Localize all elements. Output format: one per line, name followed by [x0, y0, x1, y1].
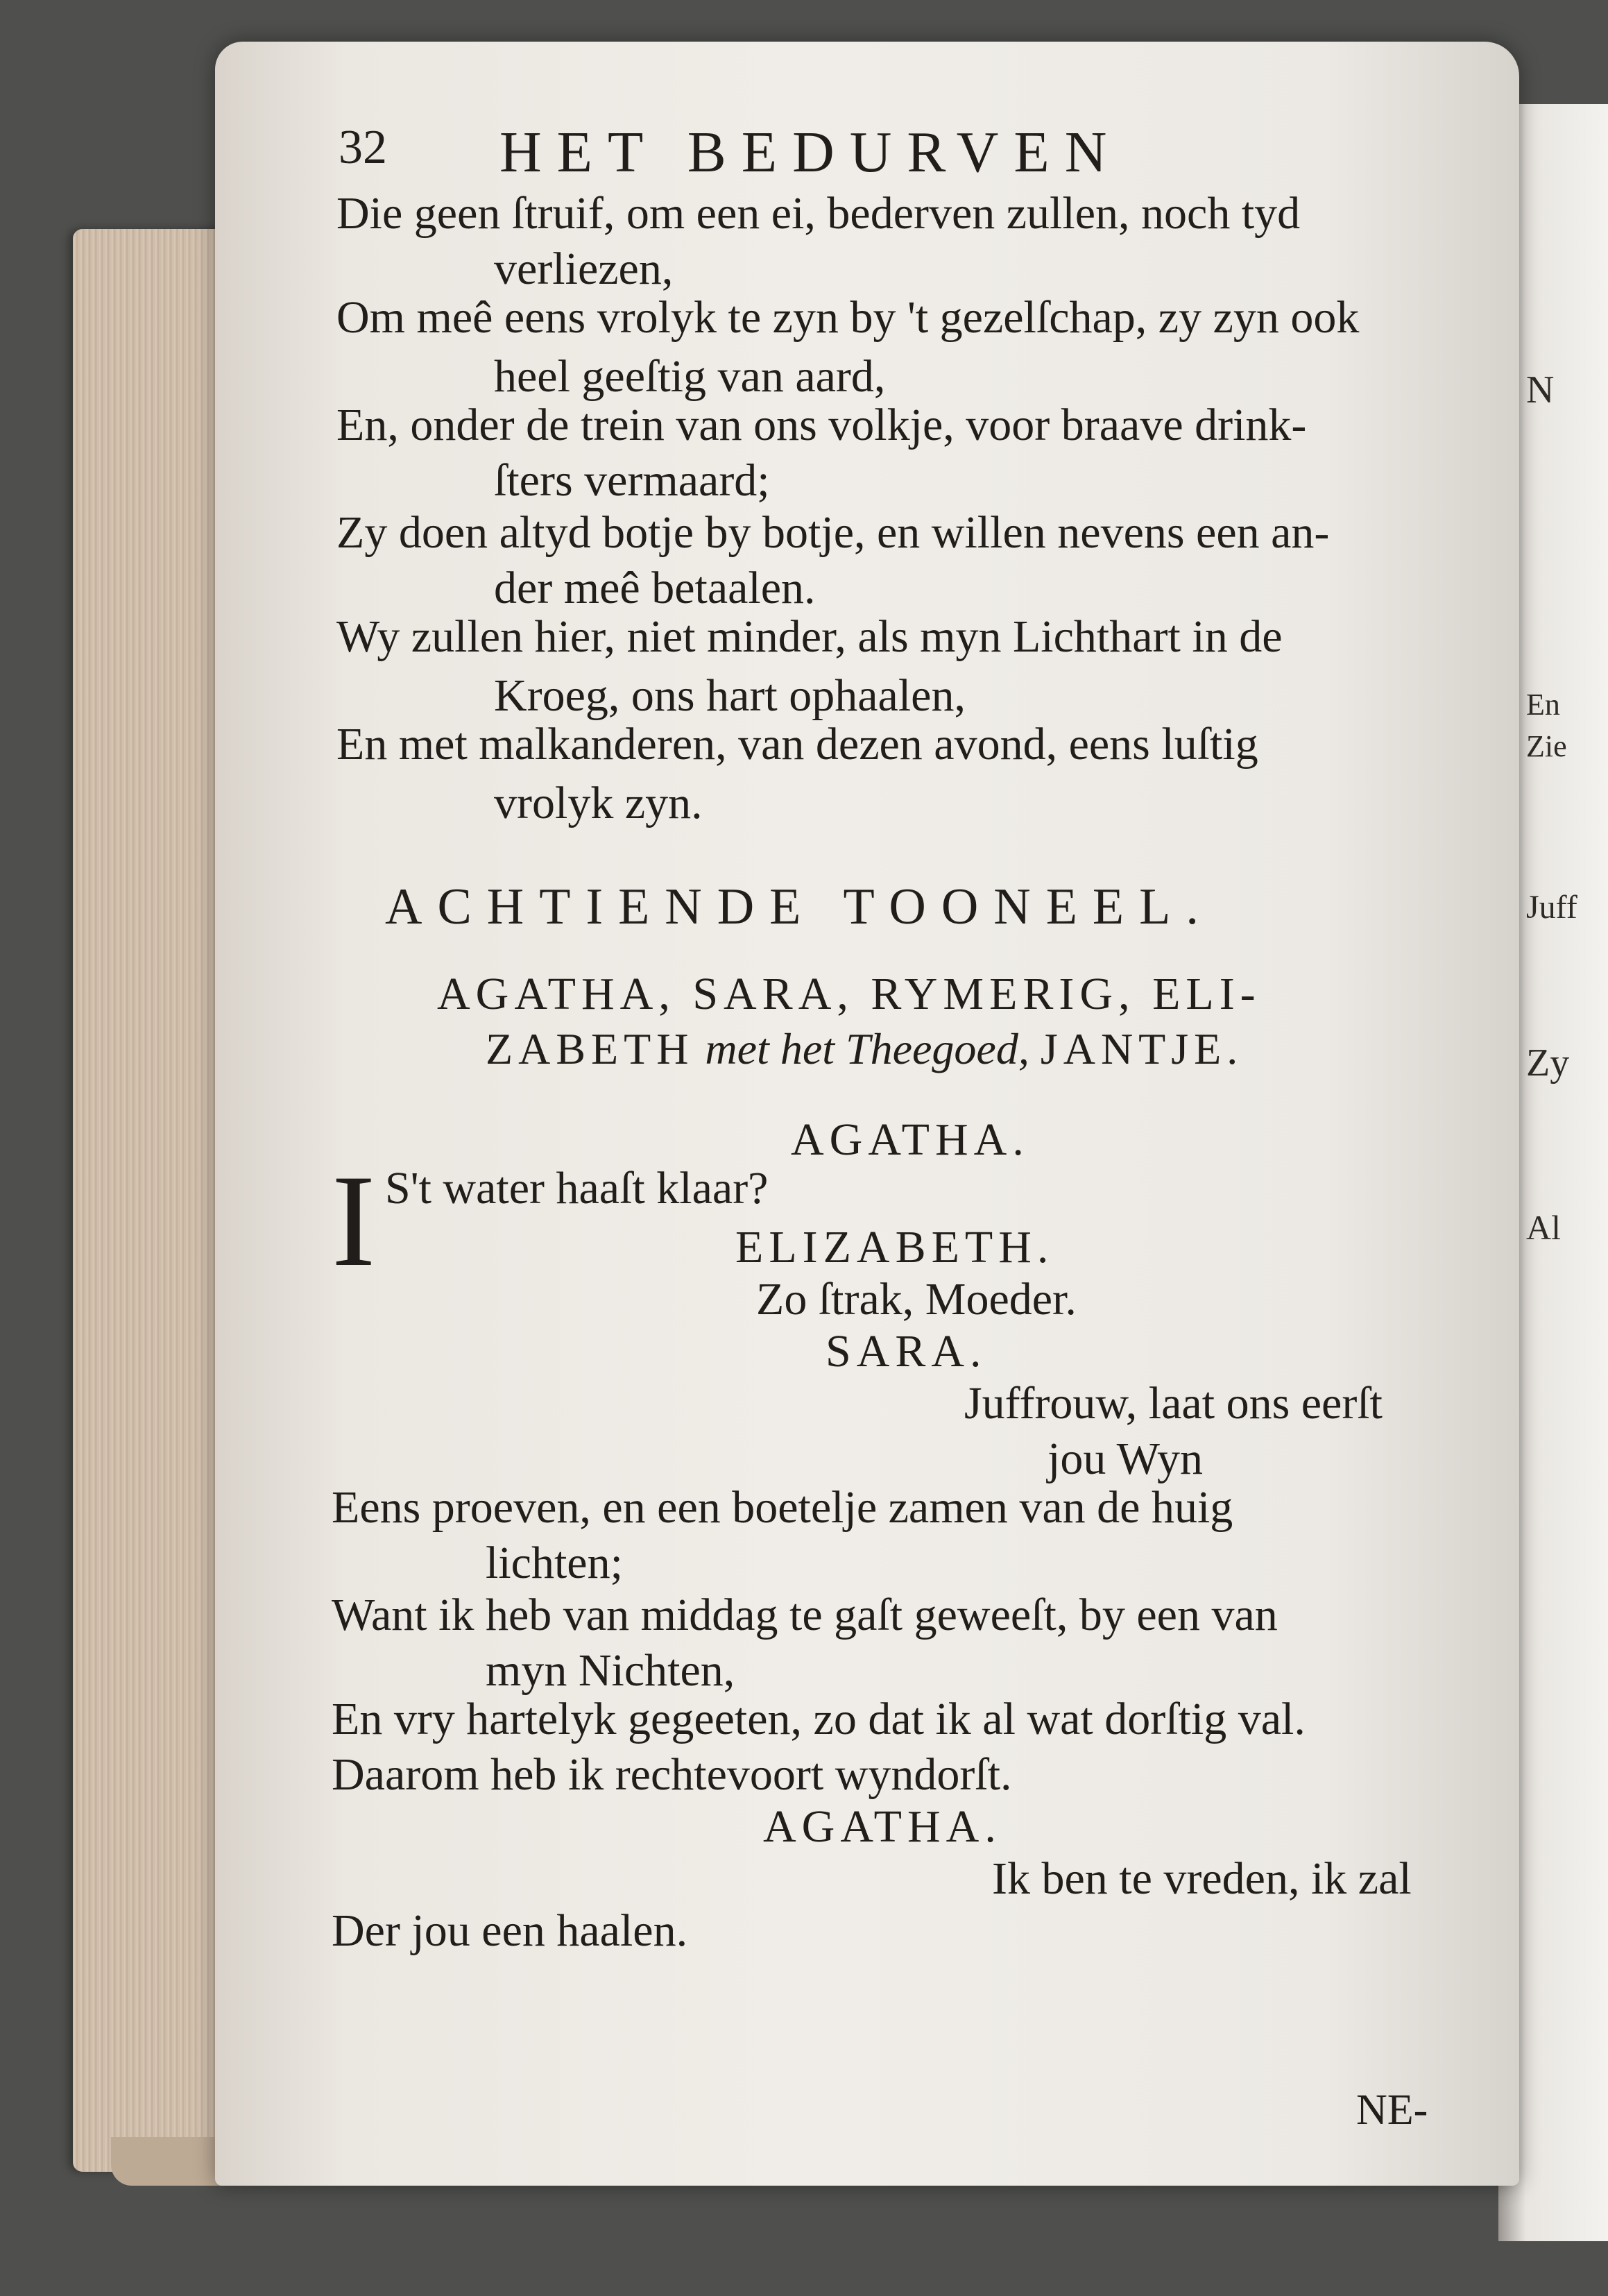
speaker-name: ELIZABETH. [735, 1222, 1054, 1273]
verse-line: ſters vermaard; [494, 455, 770, 506]
page-number: 32 [339, 121, 387, 174]
dialogue-line: S't water haaſt klaar? [385, 1163, 769, 1214]
verse-line: heel geeſtig van aard, [494, 351, 886, 402]
facing-fragment-5: Zy [1526, 1041, 1570, 1085]
verse-line: En met malkanderen, van dezen avond, eens luſtig [336, 719, 1258, 769]
scene-cast-line: AGATHA, SARA, RYMERIG, ELI- [437, 969, 1261, 1019]
verse-line: vrolyk zyn. [494, 778, 703, 828]
dialogue-line: lichten; [486, 1538, 623, 1588]
cast-name: ZABETH [486, 1024, 694, 1073]
running-title: HET BEDURVEN [499, 120, 1122, 185]
facing-fragment-6: Al [1526, 1208, 1561, 1247]
speaker-name: SARA. [826, 1326, 987, 1377]
stage-direction: met het Theegoed, [705, 1024, 1029, 1073]
dialogue-line: En vry hartelyk gegeeten, zo dat ik al wat dorſtig val. [332, 1694, 1306, 1744]
facing-fragment-4: Juff [1526, 889, 1577, 926]
speaker-name: AGATHA. [763, 1801, 1002, 1852]
verse-line: Wy zullen hier, niet minder, als myn Lichthart in de [336, 611, 1283, 662]
dialogue-line: Daarom heb ik rechtevoort wyndorſt. [332, 1749, 1012, 1800]
drop-cap: I [332, 1148, 376, 1294]
scene-heading: ACHTIENDE TOONEEL. [385, 878, 1214, 935]
verse-line: Om meê eens vrolyk te zyn by 't gezelſchap, zy zyn ook [336, 292, 1360, 343]
catchword: NE- [1356, 2086, 1428, 2134]
facing-fragment-2: En [1526, 688, 1560, 722]
dialogue-line: Ik ben te vreden, ik zal [992, 1853, 1412, 1904]
verse-line: Die geen ſtruif, om een ei, bederven zullen, noch tyd [336, 188, 1301, 239]
dialogue-line: Juffrouw, laat ons eerſt [964, 1378, 1383, 1429]
verse-line: der meê betaalen. [494, 563, 816, 613]
dialogue-line: Der jou een haalen. [332, 1905, 688, 1956]
scene-cast-line-2 [486, 1024, 1244, 1073]
speaker-name: AGATHA. [791, 1114, 1029, 1165]
dialogue-line: Eens proeven, en een boetelje zamen van de huig [332, 1482, 1233, 1533]
dialogue-line: myn Nichten, [486, 1645, 735, 1696]
verse-line: Kroeg, ons hart ophaalen, [494, 670, 966, 721]
dialogue-line: Zo ſtrak, Moeder. [756, 1274, 1077, 1325]
facing-fragment-3: Zie [1526, 729, 1567, 763]
dialogue-line: jou Wyn [1047, 1434, 1203, 1484]
verse-line: Zy doen altyd botje by botje, en willen nevens een an- [336, 507, 1330, 558]
verse-line: En, onder de trein van ons volkje, voor braave drink- [336, 400, 1307, 450]
dialogue-line: Want ik heb van middag te gaſt geweeſt, by een van [332, 1590, 1278, 1640]
facing-fragment-1: N [1526, 368, 1555, 411]
verse-line: verliezen, [494, 244, 674, 294]
cast-name: JANTJE. [1040, 1024, 1244, 1073]
